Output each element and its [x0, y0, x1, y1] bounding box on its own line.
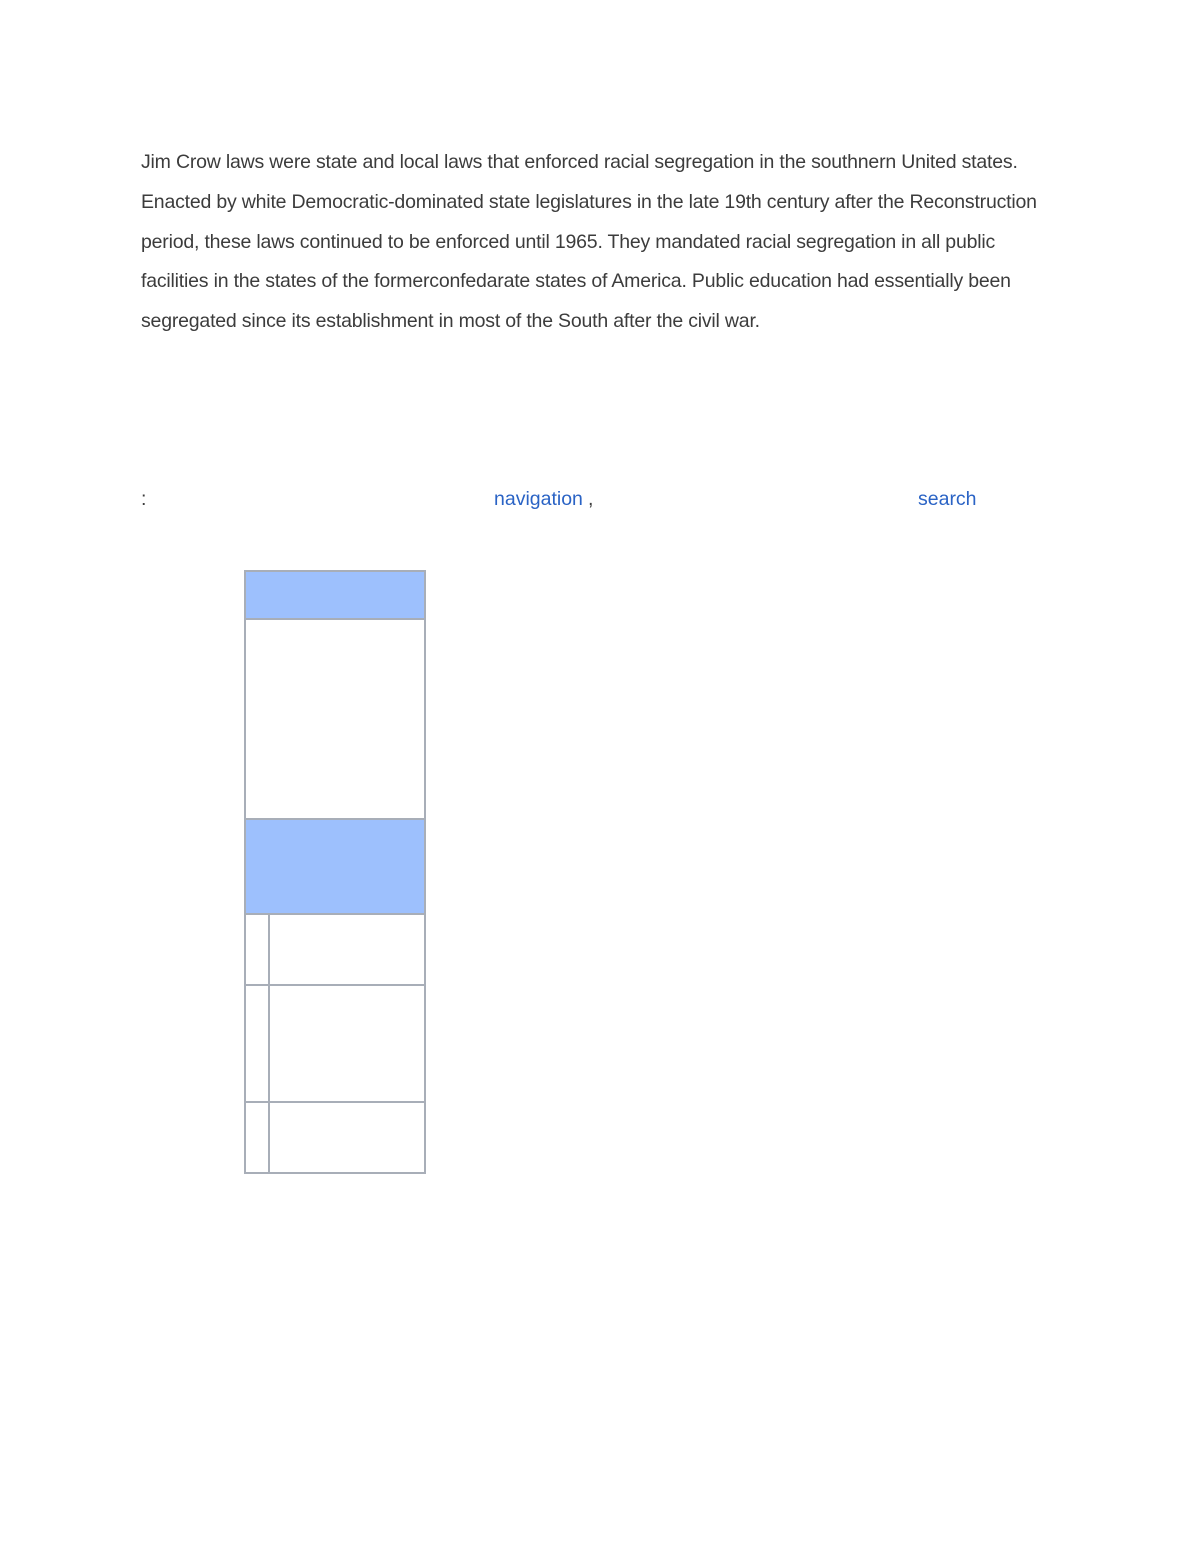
infobox-label-cell — [246, 1103, 270, 1172]
navigation-link[interactable]: navigation — [494, 488, 583, 510]
jump-to-separator: , — [588, 488, 594, 510]
infobox-title-row — [246, 572, 424, 620]
infobox-image-cell — [246, 620, 424, 820]
infobox-section-header — [246, 820, 424, 915]
body-paragraph: Jim Crow laws were state and local laws that enforced racial segregation in the southnern United states. Enacted by white Democratic-dominated state legislatures in the late 19th century after the Reconstruction period, these laws continued to be enforced until 1965. They mandated racial segregation in all public facilities in the states of the formerconfedarate states of America. Public education had essentially been segregated since its establishment in most of the South after the civil war. — [141, 151, 1037, 333]
infobox-data-row — [246, 986, 424, 1103]
infobox-value-cell — [270, 1103, 424, 1172]
infobox-data-row — [246, 915, 424, 986]
infobox-data-row — [246, 1103, 424, 1172]
jump-to-prefix: : — [141, 488, 147, 510]
infobox-value-cell — [270, 915, 424, 984]
infobox-label-cell — [246, 986, 270, 1101]
infobox-label-cell — [246, 915, 270, 984]
infobox-table — [244, 570, 426, 1174]
search-link[interactable]: search — [918, 488, 977, 510]
jump-to-line — [0, 482, 1200, 516]
infobox-value-cell — [270, 986, 424, 1101]
